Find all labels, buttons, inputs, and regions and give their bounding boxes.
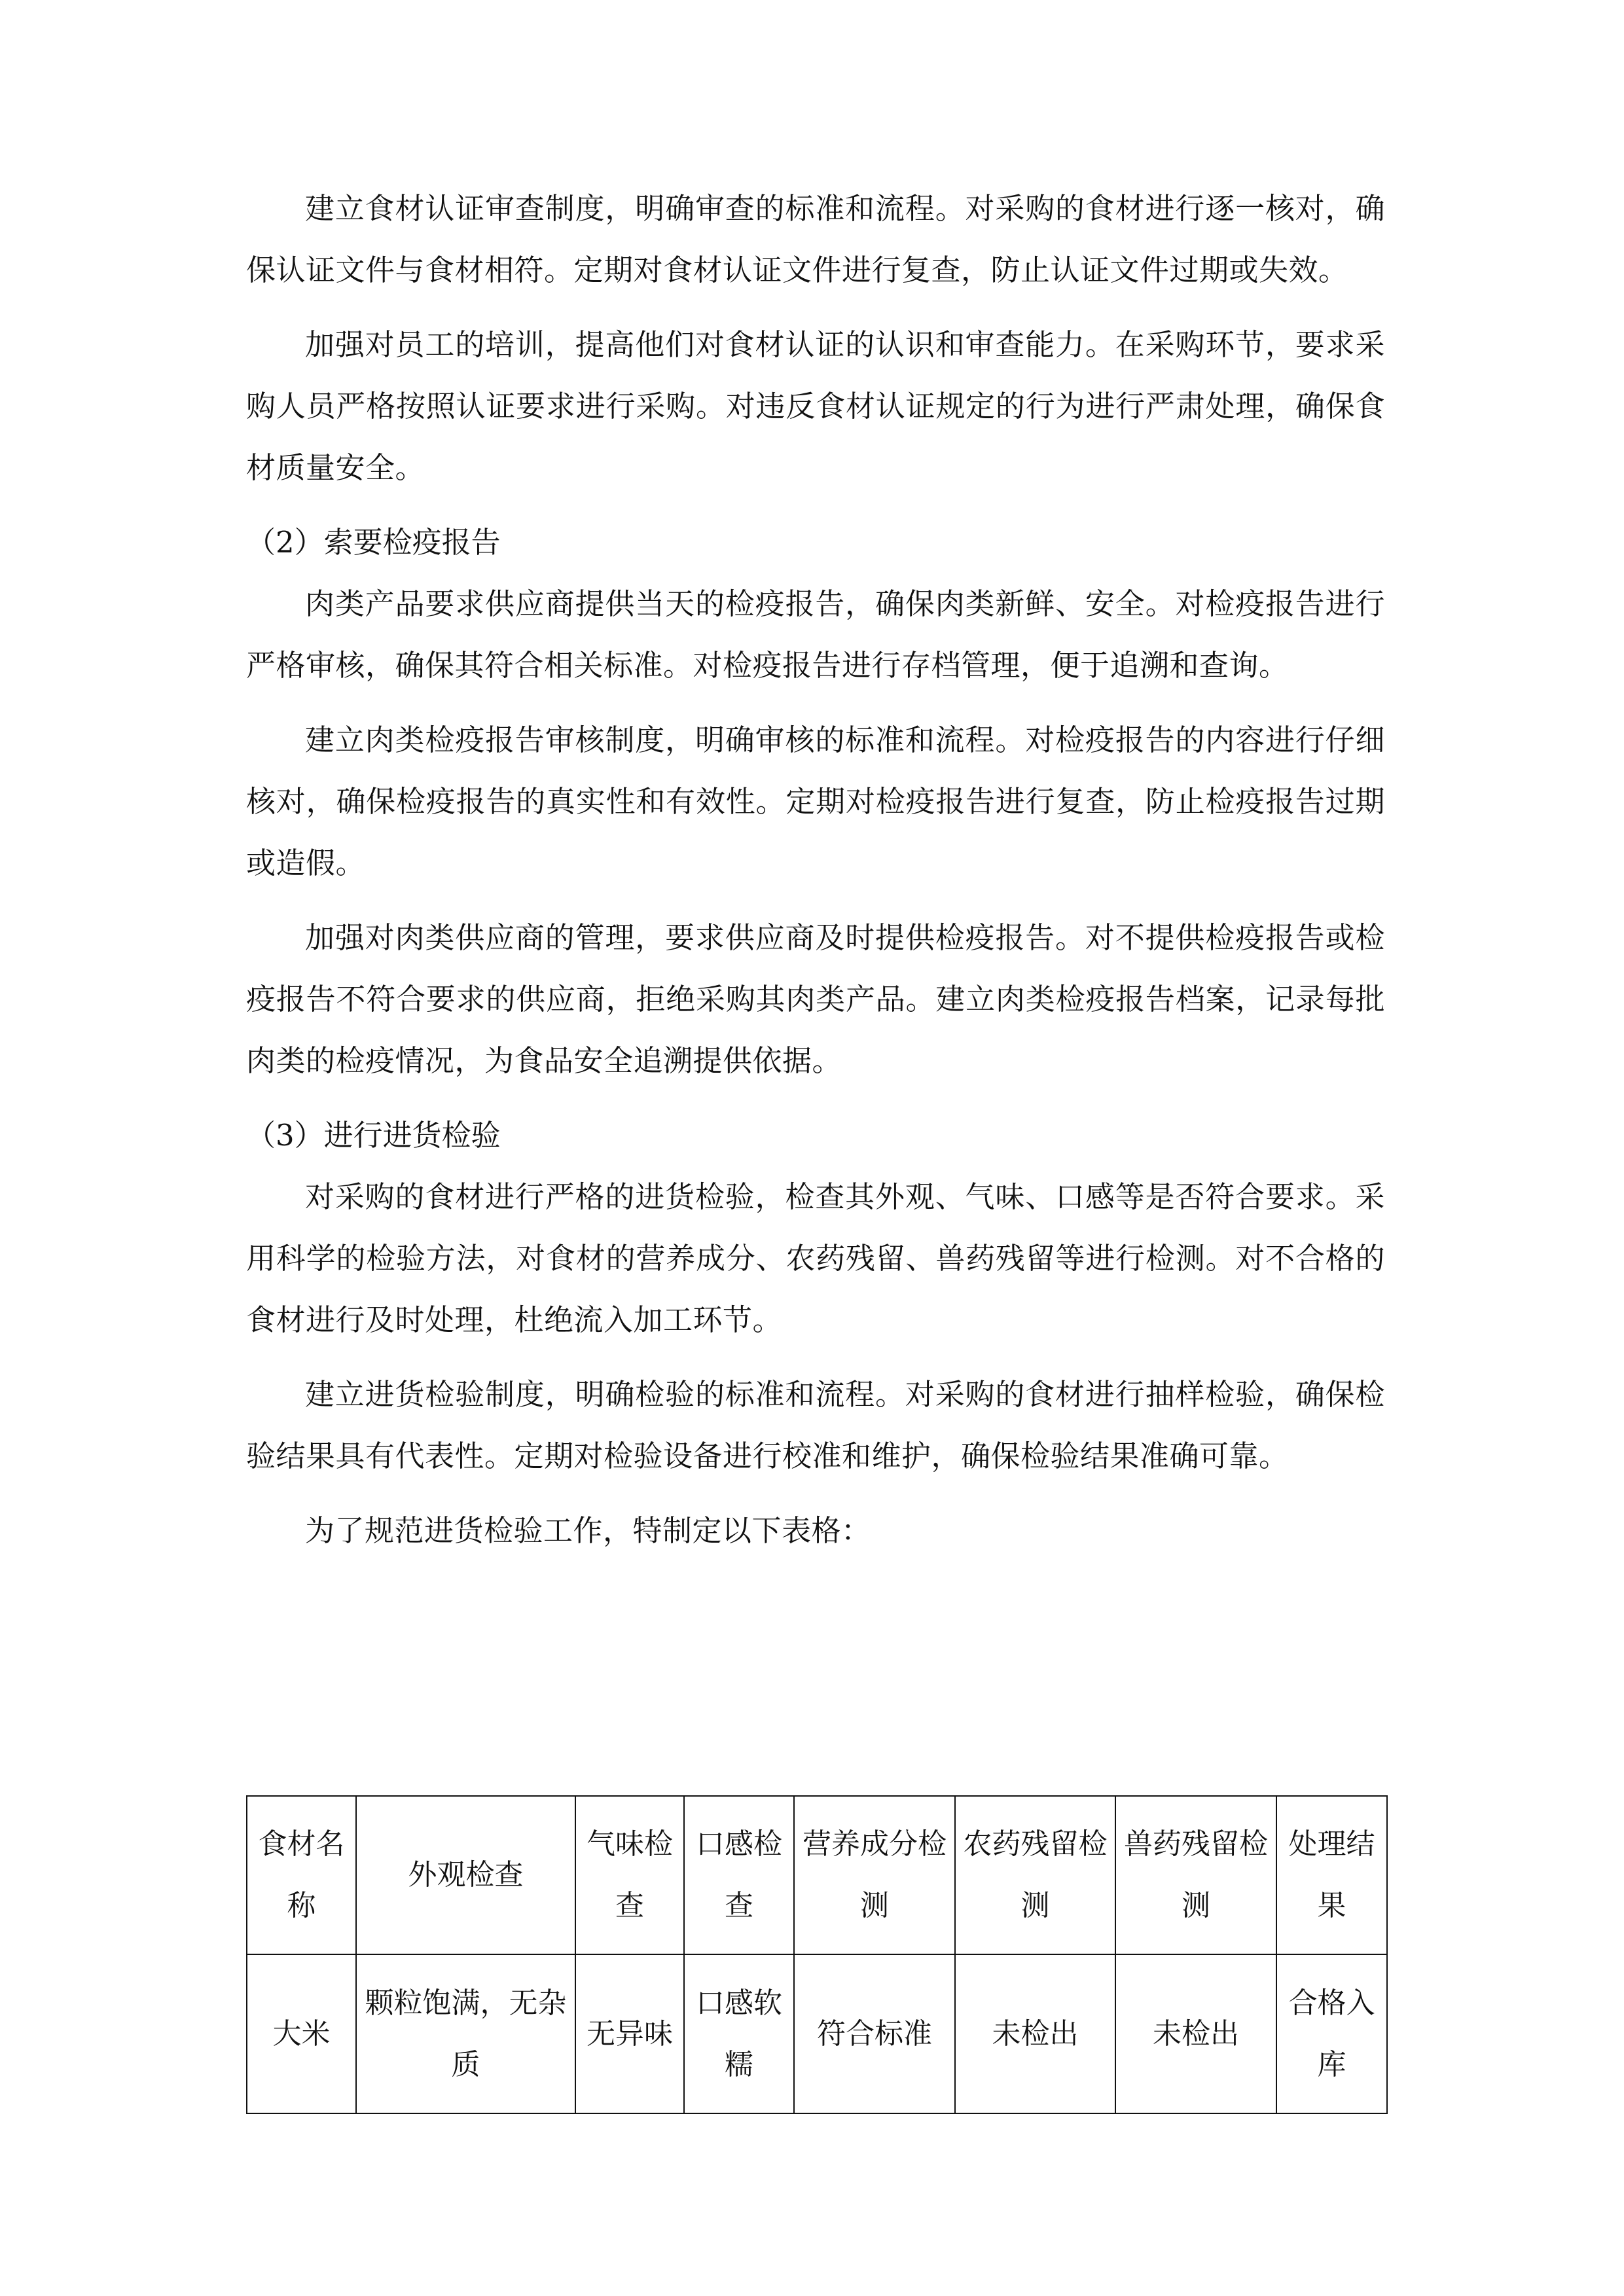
header-pesticide-test: 农药残留检测 — [955, 1796, 1115, 1954]
header-result: 处理结果 — [1276, 1796, 1387, 1954]
header-appearance-check: 外观检查 — [356, 1796, 575, 1954]
cell-taste: 口感软糯 — [684, 1954, 794, 2113]
header-food-name: 食材名称 — [247, 1796, 356, 1954]
section-heading-incoming-inspection: （3）进行进货检验 — [246, 1118, 501, 1153]
cell-food-name: 大米 — [247, 1954, 356, 2113]
cell-appearance: 颗粒饱满，无杂质 — [356, 1954, 575, 2113]
cell-pesticide: 未检出 — [955, 1954, 1115, 2113]
document-body — [246, 178, 1385, 1575]
paragraph-quarantine-requirement: 肉类产品要求供应商提供当天的检疫报告，确保肉类新鲜、安全。对检疫报告进行严格审核，确保其符合相关标准。对检疫报告进行存档管理，便于追溯和查询。 — [246, 586, 1385, 683]
cell-result: 合格入库 — [1276, 1954, 1387, 2113]
paragraph-supplier-management: 加强对肉类供应商的管理，要求供应商及时提供检疫报告。对不提供检疫报告或检疫报告不符合要求的供应商，拒绝采购其肉类产品。建立肉类检疫报告档案，记录每批肉类的检疫情况，为食品安全追溯提供依据。 — [246, 920, 1385, 1078]
table-row — [247, 1954, 1387, 2113]
cell-nutrition: 符合标准 — [794, 1954, 955, 2113]
inspection-table — [246, 1795, 1388, 2114]
paragraph-table-intro: 为了规范进货检验工作，特制定以下表格： — [305, 1513, 871, 1548]
section-heading-quarantine-report: （2）索要检疫报告 — [246, 525, 501, 560]
header-vet-drug-test: 兽药残留检测 — [1115, 1796, 1276, 1954]
paragraph-quarantine-audit: 建立肉类检疫报告审核制度，明确审核的标准和流程。对检疫报告的内容进行仔细核对，确保检疫报告的真实性和有效性。定期对检疫报告进行复查，防止检疫报告过期或造假。 — [246, 723, 1385, 880]
header-taste-check: 口感检查 — [684, 1796, 794, 1954]
paragraph-incoming-inspection: 对采购的食材进行严格的进货检验，检查其外观、气味、口感等是否符合要求。采用科学的检验方法，对食材的营养成分、农药残留、兽药残留等进行检测。对不合格的食材进行及时处理，杜绝流入加工环节。 — [246, 1179, 1385, 1337]
header-nutrition-test: 营养成分检测 — [794, 1796, 955, 1954]
paragraph-certification-review: 建立食材认证审查制度，明确审查的标准和流程。对采购的食材进行逐一核对，确保认证文件与食材相符。定期对食材认证文件进行复查，防止认证文件过期或失效。 — [246, 191, 1385, 287]
header-odor-check: 气味检查 — [575, 1796, 684, 1954]
cell-odor: 无异味 — [575, 1954, 684, 2113]
cell-vet-drug: 未检出 — [1115, 1954, 1276, 2113]
table-header-row — [247, 1796, 1387, 1954]
paragraph-inspection-system: 建立进货检验制度，明确检验的标准和流程。对采购的食材进行抽样检验，确保检验结果具有代表性。定期对检验设备进行校准和维护，确保检验结果准确可靠。 — [246, 1377, 1385, 1473]
paragraph-staff-training: 加强对员工的培训，提高他们对食材认证的认识和审查能力。在采购环节，要求采购人员严格按照认证要求进行采购。对违反食材认证规定的行为进行严肃处理，确保食材质量安全。 — [246, 327, 1385, 485]
